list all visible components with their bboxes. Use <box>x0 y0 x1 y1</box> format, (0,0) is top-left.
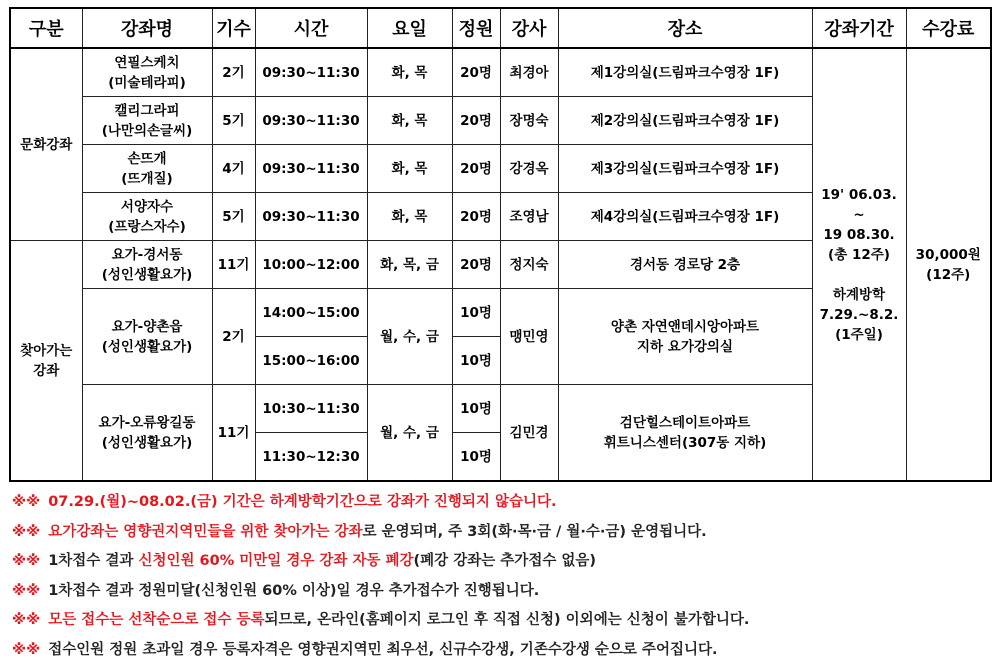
course-schedule-table <box>9 7 992 482</box>
notice-marker: ※※ <box>12 553 41 569</box>
days: 화, 목 <box>367 48 452 97</box>
capacity: 20명 <box>452 145 500 193</box>
term: 4기 <box>212 145 255 193</box>
category-visiting: 찾아가는 강좌 <box>10 241 82 482</box>
time: 10:30~11:30 <box>255 385 367 433</box>
time: 10:00~12:00 <box>255 241 367 289</box>
capacity: 20명 <box>452 48 500 97</box>
header-fee: 수강료 <box>906 8 991 48</box>
time: 11:30~12:30 <box>255 433 367 482</box>
capacity: 10명 <box>452 289 500 337</box>
course-name: 캘리그라피 (나만의손글씨) <box>82 97 212 145</box>
notice-marker: ※※ <box>12 641 41 658</box>
header-location: 장소 <box>558 8 812 48</box>
capacity: 10명 <box>452 337 500 385</box>
header-course-name: 강좌명 <box>82 8 212 48</box>
time: 09:30~11:30 <box>255 97 367 145</box>
time: 09:30~11:30 <box>255 48 367 97</box>
term: 11기 <box>212 385 255 482</box>
header-time: 시간 <box>255 8 367 48</box>
term: 11기 <box>212 241 255 289</box>
notice-item: ※※ 1차접수 결과 신청인원 60% 미만일 경우 강좌 자동 폐강(폐강 강좌는 추가접수 없음) <box>12 553 597 569</box>
header-instructor: 강사 <box>500 8 558 48</box>
days: 화, 목 <box>367 97 452 145</box>
course-period: 19' 06.03. ~ 19 08.30. (총 12주) 하계방학 7.29.~8.2. (1주일) <box>812 48 906 481</box>
term: 2기 <box>212 289 255 385</box>
header-days: 요일 <box>367 8 452 48</box>
time: 09:30~11:30 <box>255 193 367 241</box>
course-name: 요가-경서동 (성인생활요가) <box>82 241 212 289</box>
header-period: 강좌기간 <box>812 8 906 48</box>
location: 제3강의실(드림파크수영장 1F) <box>558 145 812 193</box>
instructor: 조영남 <box>500 193 558 241</box>
header-capacity: 정원 <box>452 8 500 48</box>
notice-item: ※※ 모든 접수는 선착순으로 접수 등록되므로, 온라인(홈페이지 로그인 후 직접 신청) 이외에는 신청이 불가합니다. <box>12 612 750 628</box>
notice-item: ※※ 1차접수 결과 정원미달(신청인원 60% 이상)일 경우 추가접수가 진행됩니다. <box>12 582 540 599</box>
time: 15:00~16:00 <box>255 337 367 385</box>
course-name: 손뜨개 (뜨개질) <box>82 145 212 193</box>
header-term: 기수 <box>212 8 255 48</box>
location: 제1강의실(드림파크수영장 1F) <box>558 48 812 97</box>
notice-item: ※※ 07.29.(월)~08.02.(금) 기간은 하계방학기간으로 강좌가 진행되지 않습니다. <box>12 494 557 510</box>
instructor: 장명숙 <box>500 97 558 145</box>
time: 14:00~15:00 <box>255 289 367 337</box>
course-name: 요가-오류왕길동 (성인생활요가) <box>82 385 212 482</box>
time: 09:30~11:30 <box>255 145 367 193</box>
days: 월, 수, 금 <box>367 385 452 482</box>
location: 양촌 자연앤데시앙아파트 지하 요가강의실 <box>558 289 812 385</box>
location: 제4강의실(드림파크수영장 1F) <box>558 193 812 241</box>
days: 화, 목 <box>367 193 452 241</box>
term: 2기 <box>212 48 255 97</box>
notice-marker: ※※ <box>12 612 41 628</box>
location: 경서동 경로당 2층 <box>558 241 812 289</box>
location: 제2강의실(드림파크수영장 1F) <box>558 97 812 145</box>
term: 5기 <box>212 97 255 145</box>
capacity: 20명 <box>452 241 500 289</box>
course-fee: 30,000원 (12주) <box>906 48 991 481</box>
table-row <box>10 48 991 97</box>
term: 5기 <box>212 193 255 241</box>
location: 검단힐스테이트아파트 휘트니스센터(307동 지하) <box>558 385 812 482</box>
header-row <box>10 8 991 48</box>
notice-list <box>12 488 992 665</box>
capacity: 10명 <box>452 385 500 433</box>
days: 월, 수, 금 <box>367 289 452 385</box>
capacity: 20명 <box>452 97 500 145</box>
instructor: 김민경 <box>500 385 558 482</box>
notice-marker: ※※ <box>12 582 41 599</box>
days: 화, 목, 금 <box>367 241 452 289</box>
course-name: 서양자수 (프랑스자수) <box>82 193 212 241</box>
notice-item: ※※ 접수인원 정원 초과일 경우 등록자격은 영향권지역민 최우선, 신규수강생, 기존수강생 순으로 주어집니다. <box>12 641 718 658</box>
capacity: 20명 <box>452 193 500 241</box>
notice-marker: ※※ <box>12 494 41 510</box>
instructor: 정지숙 <box>500 241 558 289</box>
notice-marker: ※※ <box>12 523 41 540</box>
category-culture: 문화강좌 <box>10 48 82 241</box>
course-name: 요가-양촌읍 (성인생활요가) <box>82 289 212 385</box>
course-name: 연필스케치 (미술테라피) <box>82 48 212 97</box>
capacity: 10명 <box>452 433 500 482</box>
instructor: 맹민영 <box>500 289 558 385</box>
instructor: 강경옥 <box>500 145 558 193</box>
days: 화, 목 <box>367 145 452 193</box>
notice-item: ※※ 요가강좌는 영향권지역민들을 위한 찾아가는 강좌로 운영되며, 주 3회(화·목·금 / 월·수·금) 운영됩니다. <box>12 523 707 540</box>
header-category: 구분 <box>10 8 82 48</box>
instructor: 최경아 <box>500 48 558 97</box>
